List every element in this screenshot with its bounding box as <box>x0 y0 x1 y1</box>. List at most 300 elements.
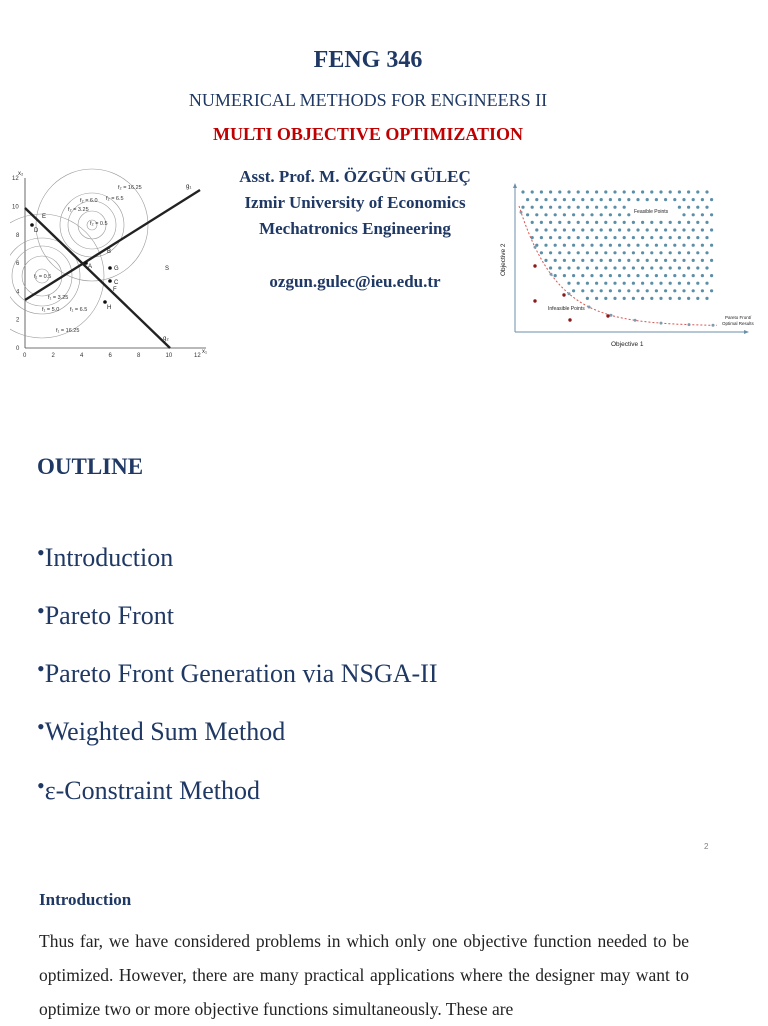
feasible-point <box>687 297 690 300</box>
feasible-point <box>669 251 672 254</box>
feasible-point <box>664 228 667 231</box>
feasible-point <box>678 206 681 209</box>
feasible-point <box>659 190 662 193</box>
feasible-point <box>623 266 626 269</box>
feasible-point <box>549 236 552 239</box>
feasible-point <box>655 289 658 292</box>
feasible-point <box>641 251 644 254</box>
feasible-point <box>521 190 524 193</box>
feasible-point <box>600 259 603 262</box>
feasible-point <box>710 198 713 201</box>
feasible-point <box>692 198 695 201</box>
feasible-point <box>636 228 639 231</box>
y-tick-label: 2 <box>16 317 20 324</box>
bullet-icon: • <box>37 714 45 739</box>
feasible-point <box>641 190 644 193</box>
contour-label: f₂ = 6.5 <box>106 196 124 202</box>
feasible-point <box>627 228 630 231</box>
feasible-point <box>600 213 603 216</box>
feasible-point <box>632 282 635 285</box>
feasible-point <box>687 236 690 239</box>
feasible-point <box>641 221 644 224</box>
feasible-point <box>696 236 699 239</box>
feasible-point <box>669 190 672 193</box>
feasible-point <box>650 266 653 269</box>
feasible-point <box>664 259 667 262</box>
pareto-point <box>610 314 613 317</box>
outline-item <box>37 540 173 573</box>
feasible-point <box>604 236 607 239</box>
y-axis-label: x₂ <box>18 171 24 177</box>
feasible-point <box>595 206 598 209</box>
feasible-point <box>544 213 547 216</box>
feasible-point <box>623 221 626 224</box>
feasible-point <box>604 206 607 209</box>
feasible-point <box>627 289 630 292</box>
feasible-point <box>609 274 612 277</box>
feasible-point <box>678 221 681 224</box>
bullet-icon: • <box>37 656 45 681</box>
feasible-point <box>609 198 612 201</box>
feasible-point <box>604 221 607 224</box>
feasible-point <box>682 198 685 201</box>
feasible-point <box>682 289 685 292</box>
feasible-point <box>540 206 543 209</box>
infeasible-point <box>562 293 565 296</box>
point-label: G <box>114 266 119 272</box>
feasible-point <box>710 289 713 292</box>
feasible-point <box>623 206 626 209</box>
feasible-point <box>623 297 626 300</box>
feasible-point <box>659 266 662 269</box>
pareto-point <box>688 323 691 326</box>
feasible-point <box>618 274 621 277</box>
point-label: B <box>107 249 112 255</box>
feasible-point <box>696 190 699 193</box>
point-label: C <box>114 280 119 286</box>
feasible-point <box>595 266 598 269</box>
x-axis-label: x₁ <box>202 349 208 355</box>
feasible-point <box>687 190 690 193</box>
course-name: NUMERICAL METHODS FOR ENGINEERS II <box>188 90 548 110</box>
y-tick-label: 4 <box>16 289 20 296</box>
x-tick-label: 4 <box>80 353 84 359</box>
feasible-point <box>613 297 616 300</box>
contour-label: f₁ = 0.5 <box>34 274 52 280</box>
feasible-point <box>609 244 612 247</box>
feasible-point <box>664 198 667 201</box>
feasible-point <box>682 259 685 262</box>
feasible-point <box>641 297 644 300</box>
outline-item-label: Weighted Sum Method <box>44 717 286 746</box>
pareto-point <box>520 211 523 214</box>
infeasible-point <box>606 314 609 317</box>
x-axis-label: Objective 1 <box>611 341 644 348</box>
feasible-point <box>710 213 713 216</box>
feasible-point <box>655 244 658 247</box>
outline-item-label: Introduction <box>44 543 174 572</box>
author-email[interactable]: ozgun.gulec@ieu.edu.tr <box>269 272 441 291</box>
feasible-point <box>613 251 616 254</box>
feasible-point <box>627 244 630 247</box>
feasible-point <box>701 259 704 262</box>
feasible-point <box>705 221 708 224</box>
feasible-point <box>531 221 534 224</box>
feasible-point <box>595 282 598 285</box>
feasible-point <box>581 213 584 216</box>
y-tick-label: 8 <box>16 232 20 239</box>
point-label: H <box>107 305 112 311</box>
feasible-point <box>687 282 690 285</box>
feasible-point <box>664 289 667 292</box>
contour-constraint-figure <box>10 168 215 363</box>
feasible-point <box>678 190 681 193</box>
feasible-point <box>636 244 639 247</box>
feasible-point <box>604 190 607 193</box>
feasible-point <box>558 251 561 254</box>
feasible-point <box>595 297 598 300</box>
feasible-point <box>669 297 672 300</box>
pareto-point <box>568 292 571 295</box>
university-name: Izmir University of Economics <box>244 193 466 212</box>
department-name: Mechatronics Engineering <box>259 219 451 238</box>
feasible-point <box>705 206 708 209</box>
feasible-point <box>701 228 704 231</box>
feasible-point <box>577 221 580 224</box>
feasible-point <box>632 251 635 254</box>
feasible-point <box>613 190 616 193</box>
feasible-point <box>623 251 626 254</box>
contour-label: f₁ = 3.25 <box>48 295 69 301</box>
feasible-point <box>526 198 529 201</box>
feasible-point <box>646 228 649 231</box>
outline-item-label: ε-Constraint Method <box>44 776 260 805</box>
feasible-point <box>613 206 616 209</box>
feasible-point <box>655 259 658 262</box>
feasible-point <box>590 198 593 201</box>
y-tick-label: 6 <box>16 261 20 268</box>
feasible-point <box>577 190 580 193</box>
feasible-point <box>655 198 658 201</box>
feasible-point <box>646 198 649 201</box>
feasible-point <box>687 266 690 269</box>
feasible-point <box>549 206 552 209</box>
feasible-point <box>623 236 626 239</box>
bullet-icon: • <box>37 598 45 623</box>
feasible-point <box>563 259 566 262</box>
point-label: E <box>42 214 47 220</box>
pareto-point <box>660 322 663 325</box>
pareto-point <box>634 319 637 322</box>
feasible-point <box>636 274 639 277</box>
feasible-point <box>526 213 529 216</box>
feasible-point <box>705 236 708 239</box>
point-label: F <box>113 287 117 293</box>
feasible-point <box>641 236 644 239</box>
line-label: g₂ <box>163 336 169 342</box>
feasible-point <box>696 221 699 224</box>
feasible-point <box>659 297 662 300</box>
feasible-point <box>705 190 708 193</box>
feasible-point <box>563 244 566 247</box>
feasible-point <box>618 198 621 201</box>
feasible-point <box>705 282 708 285</box>
feasible-point <box>636 289 639 292</box>
lecture-topic: MULTI OBJECTIVE OPTIMIZATION <box>212 124 524 144</box>
pareto-point <box>588 306 591 309</box>
feasible-point <box>618 259 621 262</box>
feasible-point <box>710 244 713 247</box>
pareto-point <box>534 246 537 249</box>
feasible-point <box>567 282 570 285</box>
feasible-point <box>604 297 607 300</box>
feasible-point <box>641 266 644 269</box>
feasible-point <box>692 213 695 216</box>
feasible-point <box>535 198 538 201</box>
feasible-point <box>678 297 681 300</box>
feasible-point <box>577 266 580 269</box>
feasible-point <box>600 198 603 201</box>
feasible-point <box>540 190 543 193</box>
x-tick-label: 8 <box>137 353 141 359</box>
feasible-point <box>618 289 621 292</box>
feasible-point <box>590 213 593 216</box>
infeasible-label: Infeasible Points <box>548 306 585 312</box>
feasible-point <box>636 259 639 262</box>
feasible-point <box>535 213 538 216</box>
point-label: D <box>34 228 39 234</box>
feasible-point <box>567 190 570 193</box>
feasible-point <box>669 266 672 269</box>
feasible-point <box>682 228 685 231</box>
feasible-point <box>705 297 708 300</box>
feasible-point <box>590 228 593 231</box>
feasible-label: Feasible Points <box>634 209 669 215</box>
outline-item <box>37 773 260 806</box>
region-label: S <box>165 266 170 272</box>
feasible-point <box>590 289 593 292</box>
feasible-point <box>701 289 704 292</box>
feasible-point <box>682 274 685 277</box>
feasible-point <box>609 213 612 216</box>
feasible-point <box>581 289 584 292</box>
x-tick-label: 2 <box>51 353 55 359</box>
feasible-point <box>531 190 534 193</box>
feasible-point <box>682 213 685 216</box>
feasible-point <box>673 228 676 231</box>
feasible-point <box>595 190 598 193</box>
contour-label: f₂ = 16.25 <box>118 185 142 191</box>
feasible-point <box>701 198 704 201</box>
feasible-point <box>577 251 580 254</box>
author-name: Asst. Prof. M. ÖZGÜN GÜLEÇ <box>239 167 471 186</box>
feasible-point <box>609 259 612 262</box>
feasible-point <box>554 228 557 231</box>
feasible-point <box>710 228 713 231</box>
feasible-point <box>701 274 704 277</box>
feasible-point <box>705 251 708 254</box>
feasible-point <box>586 190 589 193</box>
feasible-point <box>646 259 649 262</box>
feasible-point <box>664 244 667 247</box>
feasible-point <box>577 282 580 285</box>
feasible-point <box>710 274 713 277</box>
feasible-point <box>650 282 653 285</box>
feasible-point <box>636 198 639 201</box>
feasible-point <box>567 236 570 239</box>
feasible-point <box>678 282 681 285</box>
x-tick-label: 12 <box>194 353 201 359</box>
feasible-point <box>646 289 649 292</box>
outline-item <box>37 656 438 689</box>
feasible-point <box>572 228 575 231</box>
feasible-point <box>650 236 653 239</box>
feasible-point <box>577 236 580 239</box>
feasible-point <box>682 244 685 247</box>
pareto-point <box>550 273 553 276</box>
contour-label: f₂ = 0.5 <box>90 221 108 227</box>
feasible-point <box>558 206 561 209</box>
feasible-point <box>604 266 607 269</box>
outline-item-label: Pareto Front <box>44 601 174 630</box>
feasible-point <box>581 274 584 277</box>
feasible-point <box>632 266 635 269</box>
feasible-point <box>627 198 630 201</box>
feasible-point <box>646 274 649 277</box>
pareto-front-figure <box>495 180 765 352</box>
feasible-point <box>613 236 616 239</box>
feasible-point <box>659 251 662 254</box>
feasible-point <box>572 198 575 201</box>
feasible-point <box>544 244 547 247</box>
feasible-point <box>604 282 607 285</box>
feasible-point <box>535 228 538 231</box>
feasible-point <box>673 289 676 292</box>
feasible-point <box>710 259 713 262</box>
feasible-point <box>692 244 695 247</box>
outline-item-label: Pareto Front Generation via NSGA-II <box>44 659 438 688</box>
feasible-point <box>627 213 630 216</box>
outline-title: OUTLINE <box>37 454 144 479</box>
feasible-point <box>554 213 557 216</box>
feasible-point <box>554 198 557 201</box>
feasible-point <box>623 282 626 285</box>
feasible-point <box>664 274 667 277</box>
feasible-point <box>595 221 598 224</box>
feasible-point <box>696 251 699 254</box>
feasible-point <box>696 206 699 209</box>
y-tick-label: 0 <box>16 346 20 352</box>
feasible-point <box>544 228 547 231</box>
feasible-point <box>687 221 690 224</box>
feasible-point <box>595 236 598 239</box>
feasible-point <box>563 274 566 277</box>
contour-label: f₂ = 3.25 <box>68 207 89 213</box>
infeasible-point <box>533 264 536 267</box>
feasible-point <box>705 266 708 269</box>
feasible-point <box>609 228 612 231</box>
feasible-point <box>549 221 552 224</box>
feasible-point <box>687 206 690 209</box>
feasible-point <box>586 251 589 254</box>
feasible-point <box>692 259 695 262</box>
feasible-point <box>673 259 676 262</box>
feasible-point <box>669 221 672 224</box>
feasible-point <box>641 282 644 285</box>
feasible-point <box>595 251 598 254</box>
feasible-point <box>678 251 681 254</box>
feasible-point <box>692 274 695 277</box>
feasible-point <box>692 289 695 292</box>
feasible-point <box>581 259 584 262</box>
pareto-point <box>712 324 715 327</box>
feasible-point <box>673 274 676 277</box>
feasible-point <box>544 259 547 262</box>
feasible-point <box>544 198 547 201</box>
feasible-point <box>586 236 589 239</box>
feasible-point <box>669 236 672 239</box>
feasible-point <box>618 228 621 231</box>
feasible-point <box>632 190 635 193</box>
feasible-point <box>567 221 570 224</box>
y-tick-label: 12 <box>12 176 19 183</box>
feasible-point <box>669 282 672 285</box>
feasible-point <box>613 282 616 285</box>
feasible-point <box>586 297 589 300</box>
feasible-point <box>586 282 589 285</box>
feasible-point <box>572 259 575 262</box>
section-heading: Introduction <box>39 890 132 909</box>
contour-label: f₁ = 5.0 <box>42 307 60 313</box>
feasible-point <box>581 244 584 247</box>
section-body-text: Thus far, we have considered problems in which only one objective function needed to be optimized. However, there are many practical applications where the designer may want to optimize two or more objective functions simultaneously. These are <box>39 931 689 1019</box>
page-number: 2 <box>704 842 709 851</box>
feasible-point <box>590 274 593 277</box>
feasible-point <box>549 190 552 193</box>
feasible-point <box>572 244 575 247</box>
feasible-point <box>567 251 570 254</box>
y-axis-label: Objective 2 <box>500 243 507 276</box>
contour-label: f₁ = 16.25 <box>56 328 80 334</box>
feasible-point <box>577 206 580 209</box>
feasible-point <box>554 259 557 262</box>
feasible-point <box>632 297 635 300</box>
feasible-point <box>572 289 575 292</box>
feasible-point <box>590 259 593 262</box>
feasible-point <box>581 228 584 231</box>
bullet-icon: • <box>37 540 45 565</box>
feasible-point <box>563 228 566 231</box>
feasible-point <box>567 266 570 269</box>
feasible-point <box>692 228 695 231</box>
feasible-point <box>650 190 653 193</box>
feasible-point <box>655 228 658 231</box>
feasible-point <box>613 266 616 269</box>
feasible-point <box>632 236 635 239</box>
feasible-point <box>549 251 552 254</box>
feasible-point <box>623 190 626 193</box>
feasible-point <box>604 251 607 254</box>
feasible-point <box>554 244 557 247</box>
feasible-point <box>659 221 662 224</box>
feasible-point <box>650 297 653 300</box>
feasible-point <box>549 266 552 269</box>
feasible-point <box>618 244 621 247</box>
feasible-point <box>659 236 662 239</box>
feasible-point <box>696 297 699 300</box>
feasible-point <box>558 236 561 239</box>
feasible-point <box>572 274 575 277</box>
